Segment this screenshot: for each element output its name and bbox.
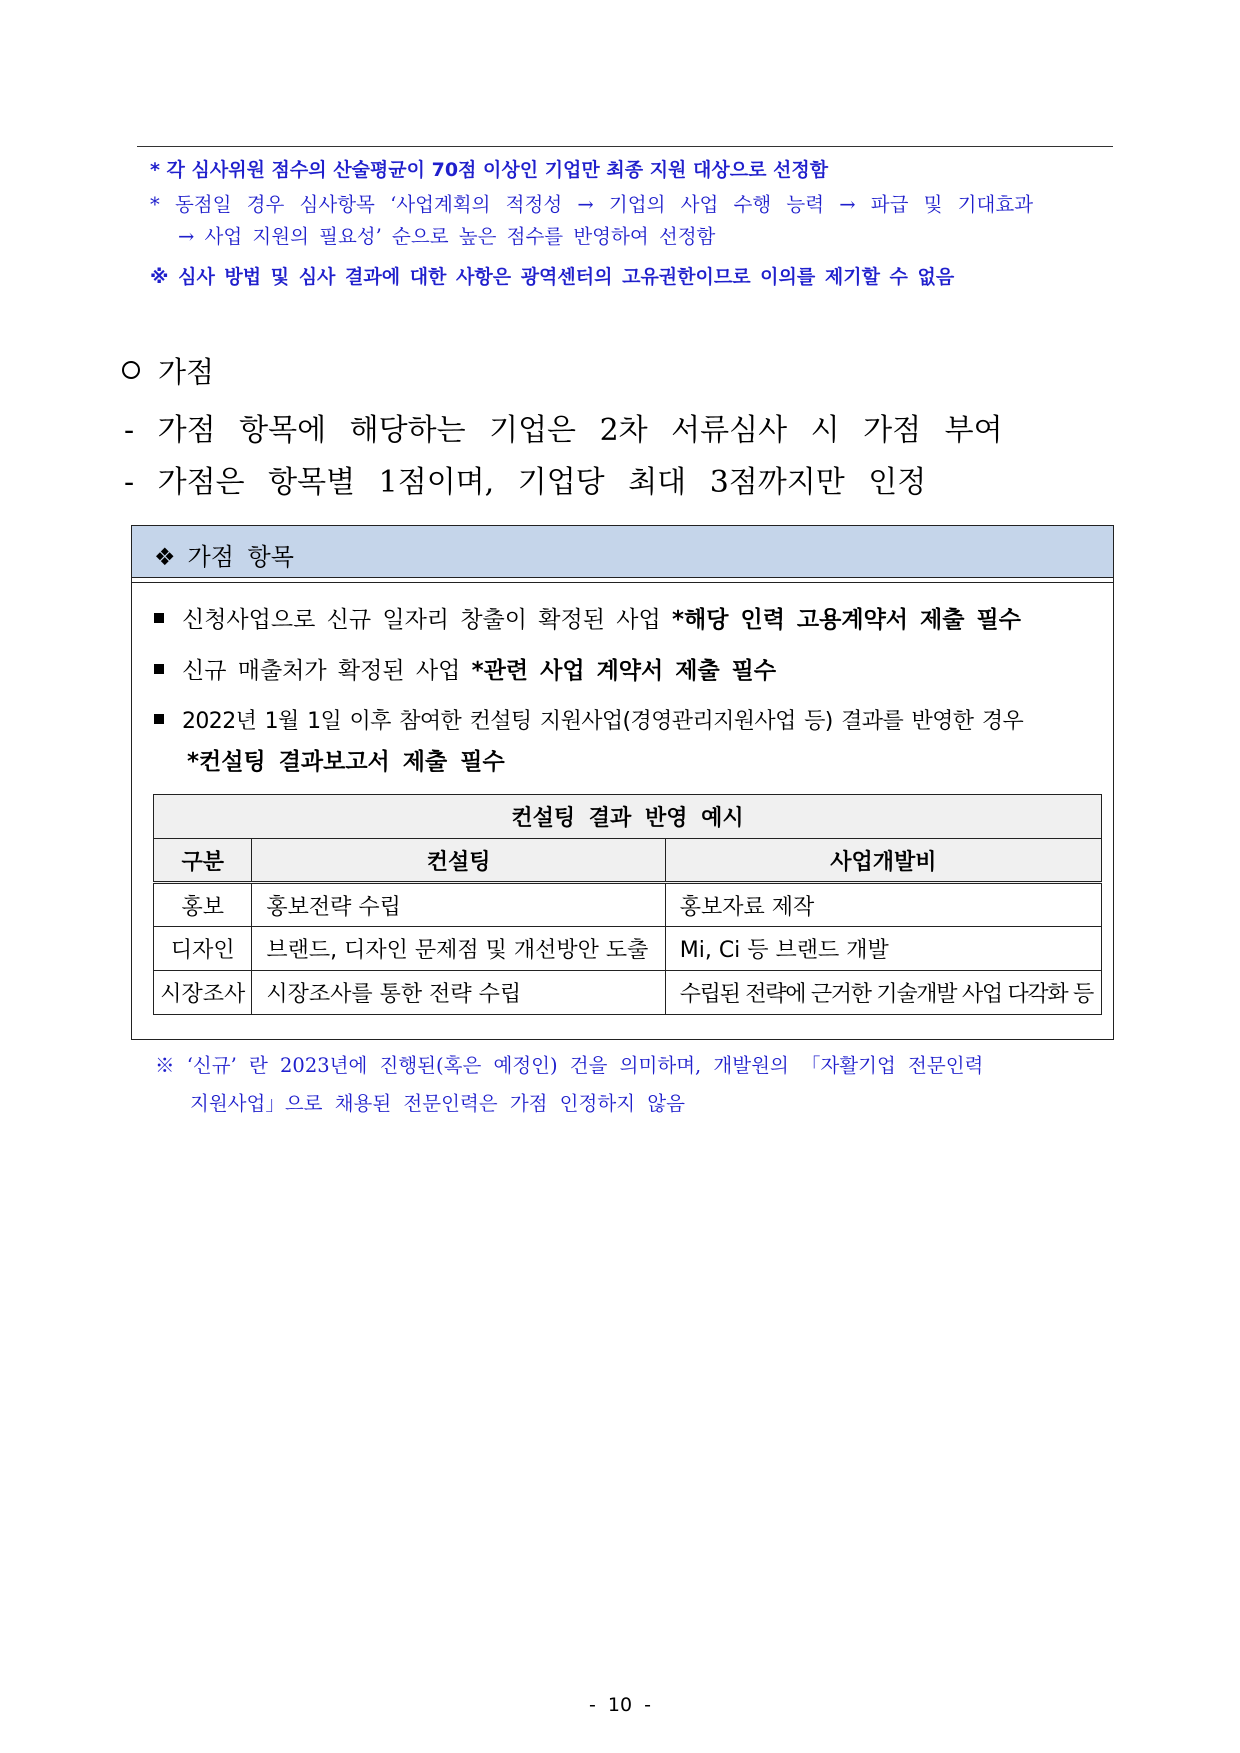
table-row: 디자인 브랜드, 디자인 문제점 및 개선방안 도출 Mi, Ci 등 브랜드 개발 xyxy=(154,927,1102,971)
header-consulting: 컨설팅 xyxy=(252,839,665,883)
note-tie-rule-line1: * 동점일 경우 심사항목 ‘사업계획의 적정성 → 기업의 사업 수행 능력 → 파급 및 기대효과 xyxy=(150,193,1034,216)
square-bullet-icon xyxy=(154,664,164,674)
table-header-row xyxy=(154,839,1102,883)
note-average-score: * 각 심사위원 점수의 산술평균이 70점 이상인 기업만 최종 지원 대상으로 선정함 xyxy=(150,159,829,181)
top-divider xyxy=(137,146,1113,147)
section-item-2: - 가점은 항목별 1점이며, 기업당 최대 3점까지만 인정 xyxy=(124,465,927,500)
table-row: 시장조사 시장조사를 통한 전략 수립 수립된 전략에 근거한 기술개발 사업 다각화 등 xyxy=(154,971,1102,1015)
table-row: 홍보 홍보전략 수립 홍보자료 제작 xyxy=(154,883,1102,927)
bonus-item-3-requirement: *컨설팅 결과보고서 제출 필수 xyxy=(187,749,505,775)
header-category: 구분 xyxy=(154,839,252,883)
section-item-1: - 가점 항목에 해당하는 기업은 2차 서류심사 시 가점 부여 xyxy=(124,413,1003,448)
header-dev-cost: 사업개발비 xyxy=(665,839,1101,883)
footnote-line1: ※ ‘신규’ 란 2023년에 진행된(혹은 예정인) 건을 의미하며, 개발원의 「자활기업 전문인력 xyxy=(155,1054,984,1077)
note-no-appeal: ※ 심사 방법 및 심사 결과에 대한 사항은 광역센터의 고유권한이므로 이의를 제기할 수 없음 xyxy=(150,266,955,288)
circle-bullet-icon xyxy=(122,361,140,379)
box-header xyxy=(132,526,1113,578)
footnote-line2: 지원사업」으로 채용된 전문인력은 가점 인정하지 않음 xyxy=(190,1092,685,1115)
page-number: - 10 - xyxy=(589,1694,651,1716)
bonus-item-3: 2022년 1월 1일 이후 참여한 컨설팅 지원사업(경영관리지원사업 등) 결과를 반영한 경우 xyxy=(154,704,1023,735)
section-title: 가점 xyxy=(158,355,215,389)
section-heading xyxy=(122,350,214,391)
square-bullet-icon xyxy=(154,714,164,724)
bonus-item-1: 신청사업으로 신규 일자리 창출이 확정된 사업 *해당 인력 고용계약서 제출 필수 xyxy=(154,601,1021,634)
consulting-example-table xyxy=(153,794,1102,1015)
box-header-divider xyxy=(132,582,1113,583)
bonus-item-2: 신규 매출처가 확정된 사업 *관련 사업 계약서 제출 필수 xyxy=(154,652,776,685)
square-bullet-icon xyxy=(154,613,164,623)
box-title: 가점 항목 xyxy=(187,543,294,571)
table-caption-row xyxy=(154,795,1102,839)
bonus-items-box xyxy=(131,525,1114,1040)
diamond-icon: ❖ xyxy=(154,543,176,571)
note-tie-rule-line2: → 사업 지원의 필요성’ 순으로 높은 점수를 반영하여 선정함 xyxy=(178,225,716,248)
table-caption: 컨설팅 결과 반영 예시 xyxy=(154,795,1102,839)
